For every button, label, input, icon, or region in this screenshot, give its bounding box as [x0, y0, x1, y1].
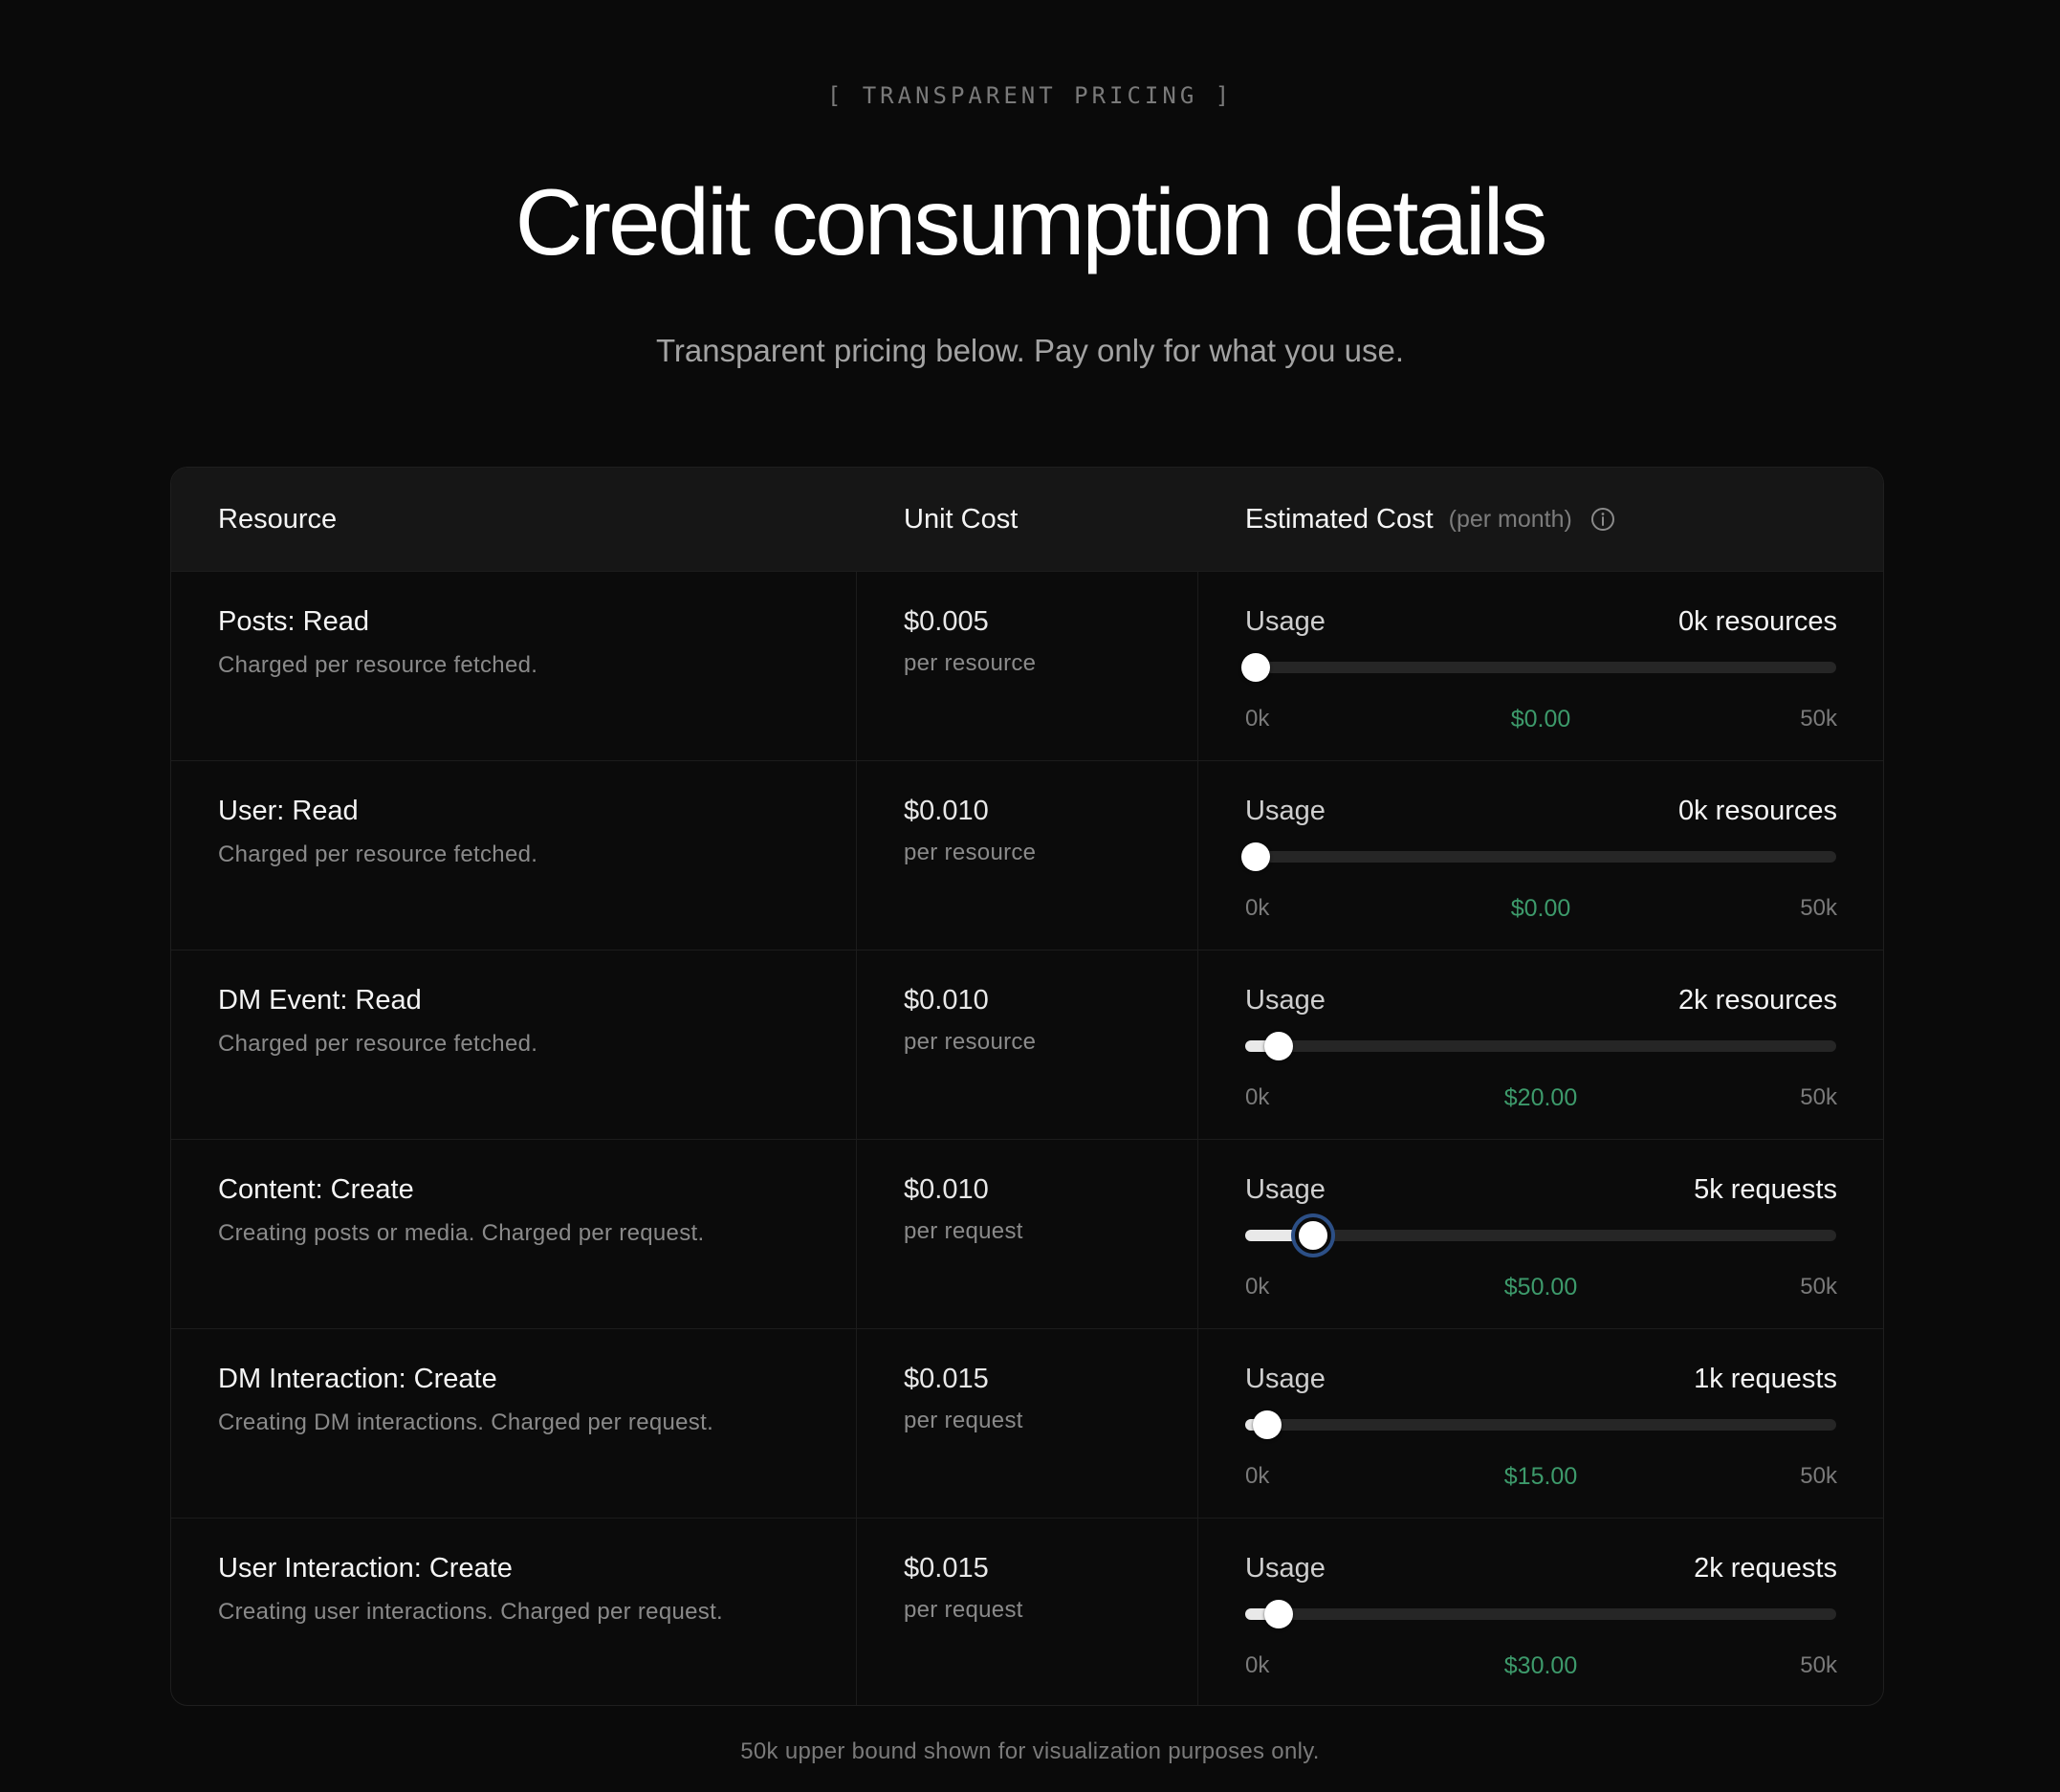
pricing-table: [170, 467, 1884, 1706]
usage-value: 0k resources: [1677, 606, 1837, 637]
resource-description: Charged per resource fetched.: [218, 1031, 538, 1057]
usage-label: Usage: [1245, 606, 1326, 637]
slider-thumb[interactable]: [1295, 1217, 1331, 1254]
slider-max-label: 50k: [1800, 1084, 1837, 1110]
resource-description: Creating DM interactions. Charged per request.: [218, 1410, 714, 1435]
unit-cost-per: per request: [904, 1408, 1023, 1433]
unit-cost-per: per resource: [904, 650, 1037, 676]
slider-thumb[interactable]: [1264, 1600, 1293, 1628]
unit-cost-per: per resource: [904, 1029, 1037, 1055]
column-header-resource: Resource: [218, 503, 338, 535]
resource-description: Creating user interactions. Charged per request.: [218, 1599, 724, 1625]
slider-track[interactable]: [1245, 1230, 1836, 1241]
usage-label: Usage: [1245, 796, 1326, 826]
unit-cost-value: $0.005: [904, 606, 989, 637]
column-header-unit-cost: Unit Cost: [904, 503, 1019, 535]
slider-track[interactable]: [1245, 1419, 1836, 1431]
page-title: Credit consumption details: [515, 169, 1545, 274]
slider-max-label: 50k: [1800, 1463, 1837, 1489]
slider-track[interactable]: [1245, 1040, 1836, 1052]
resource-name: DM Interaction: Create: [218, 1364, 497, 1394]
per-month-note: (per month): [1448, 505, 1572, 533]
estimated-cost-label: Estimated Cost: [1245, 503, 1434, 535]
estimated-cost-value: $20.00: [1503, 1084, 1578, 1111]
estimated-cost-value: $30.00: [1503, 1652, 1578, 1679]
slider-thumb[interactable]: [1264, 1032, 1293, 1060]
column-header-estimated-cost: [1245, 468, 1616, 571]
page-subtitle: Transparent pricing below. Pay only for what you use.: [655, 333, 1405, 368]
resource-name: User Interaction: Create: [218, 1553, 513, 1584]
usage-value: 2k resources: [1677, 985, 1837, 1016]
estimated-cost-value: $0.00: [1510, 895, 1571, 922]
estimated-cost-value: $50.00: [1503, 1274, 1578, 1300]
resource-description: Charged per resource fetched.: [218, 652, 538, 678]
unit-cost-value: $0.015: [904, 1553, 989, 1584]
estimated-cost-value: $15.00: [1503, 1463, 1578, 1490]
slider-min-label: 0k: [1245, 1652, 1270, 1678]
slider-min-label: 0k: [1245, 706, 1270, 732]
table-row: [171, 1139, 1883, 1329]
usage-value: 2k requests: [1694, 1553, 1837, 1584]
resource-name: DM Event: Read: [218, 985, 422, 1016]
unit-cost-per: per resource: [904, 840, 1037, 865]
slider-max-label: 50k: [1800, 895, 1837, 921]
usage-label: Usage: [1245, 985, 1326, 1016]
slider-min-label: 0k: [1245, 895, 1270, 921]
usage-value: 1k requests: [1694, 1364, 1837, 1394]
table-row: [171, 760, 1883, 951]
slider-min-label: 0k: [1245, 1084, 1270, 1110]
unit-cost-value: $0.010: [904, 796, 989, 826]
slider-max-label: 50k: [1800, 1274, 1837, 1300]
usage-slider[interactable]: [1245, 851, 1836, 863]
usage-slider[interactable]: [1245, 1040, 1836, 1052]
slider-track[interactable]: [1245, 1608, 1836, 1620]
table-row: [171, 1328, 1883, 1519]
unit-cost-value: $0.015: [904, 1364, 989, 1394]
unit-cost-value: $0.010: [904, 1174, 989, 1205]
slider-min-label: 0k: [1245, 1274, 1270, 1300]
info-circle-icon[interactable]: [1589, 506, 1616, 533]
usage-slider[interactable]: [1245, 1608, 1836, 1620]
resource-name: Content: Create: [218, 1174, 414, 1205]
resource-description: Creating posts or media. Charged per request.: [218, 1220, 705, 1246]
usage-slider[interactable]: [1245, 1230, 1836, 1241]
table-header: [171, 468, 1883, 571]
footnote: 50k upper bound shown for visualization purposes only.: [740, 1738, 1320, 1764]
slider-max-label: 50k: [1800, 706, 1837, 732]
slider-thumb[interactable]: [1241, 842, 1270, 871]
usage-value: 5k requests: [1694, 1174, 1837, 1205]
eyebrow-label: [ TRANSPARENT PRICING ]: [826, 82, 1234, 109]
usage-label: Usage: [1245, 1174, 1326, 1205]
unit-cost-value: $0.010: [904, 985, 989, 1016]
usage-value: 0k resources: [1677, 796, 1837, 826]
slider-track[interactable]: [1245, 662, 1836, 673]
slider-track[interactable]: [1245, 851, 1836, 863]
usage-slider[interactable]: [1245, 1419, 1836, 1431]
table-row: [171, 1518, 1883, 1706]
usage-slider[interactable]: [1245, 662, 1836, 673]
table-row: [171, 950, 1883, 1140]
slider-thumb[interactable]: [1253, 1410, 1282, 1439]
resource-description: Charged per resource fetched.: [218, 841, 538, 867]
unit-cost-per: per request: [904, 1218, 1023, 1244]
usage-label: Usage: [1245, 1553, 1326, 1584]
resource-name: Posts: Read: [218, 606, 369, 637]
slider-min-label: 0k: [1245, 1463, 1270, 1489]
slider-thumb[interactable]: [1241, 653, 1270, 682]
table-row: [171, 571, 1883, 761]
unit-cost-per: per request: [904, 1597, 1023, 1623]
resource-name: User: Read: [218, 796, 359, 826]
estimated-cost-value: $0.00: [1510, 706, 1571, 732]
slider-max-label: 50k: [1800, 1652, 1837, 1678]
usage-label: Usage: [1245, 1364, 1326, 1394]
